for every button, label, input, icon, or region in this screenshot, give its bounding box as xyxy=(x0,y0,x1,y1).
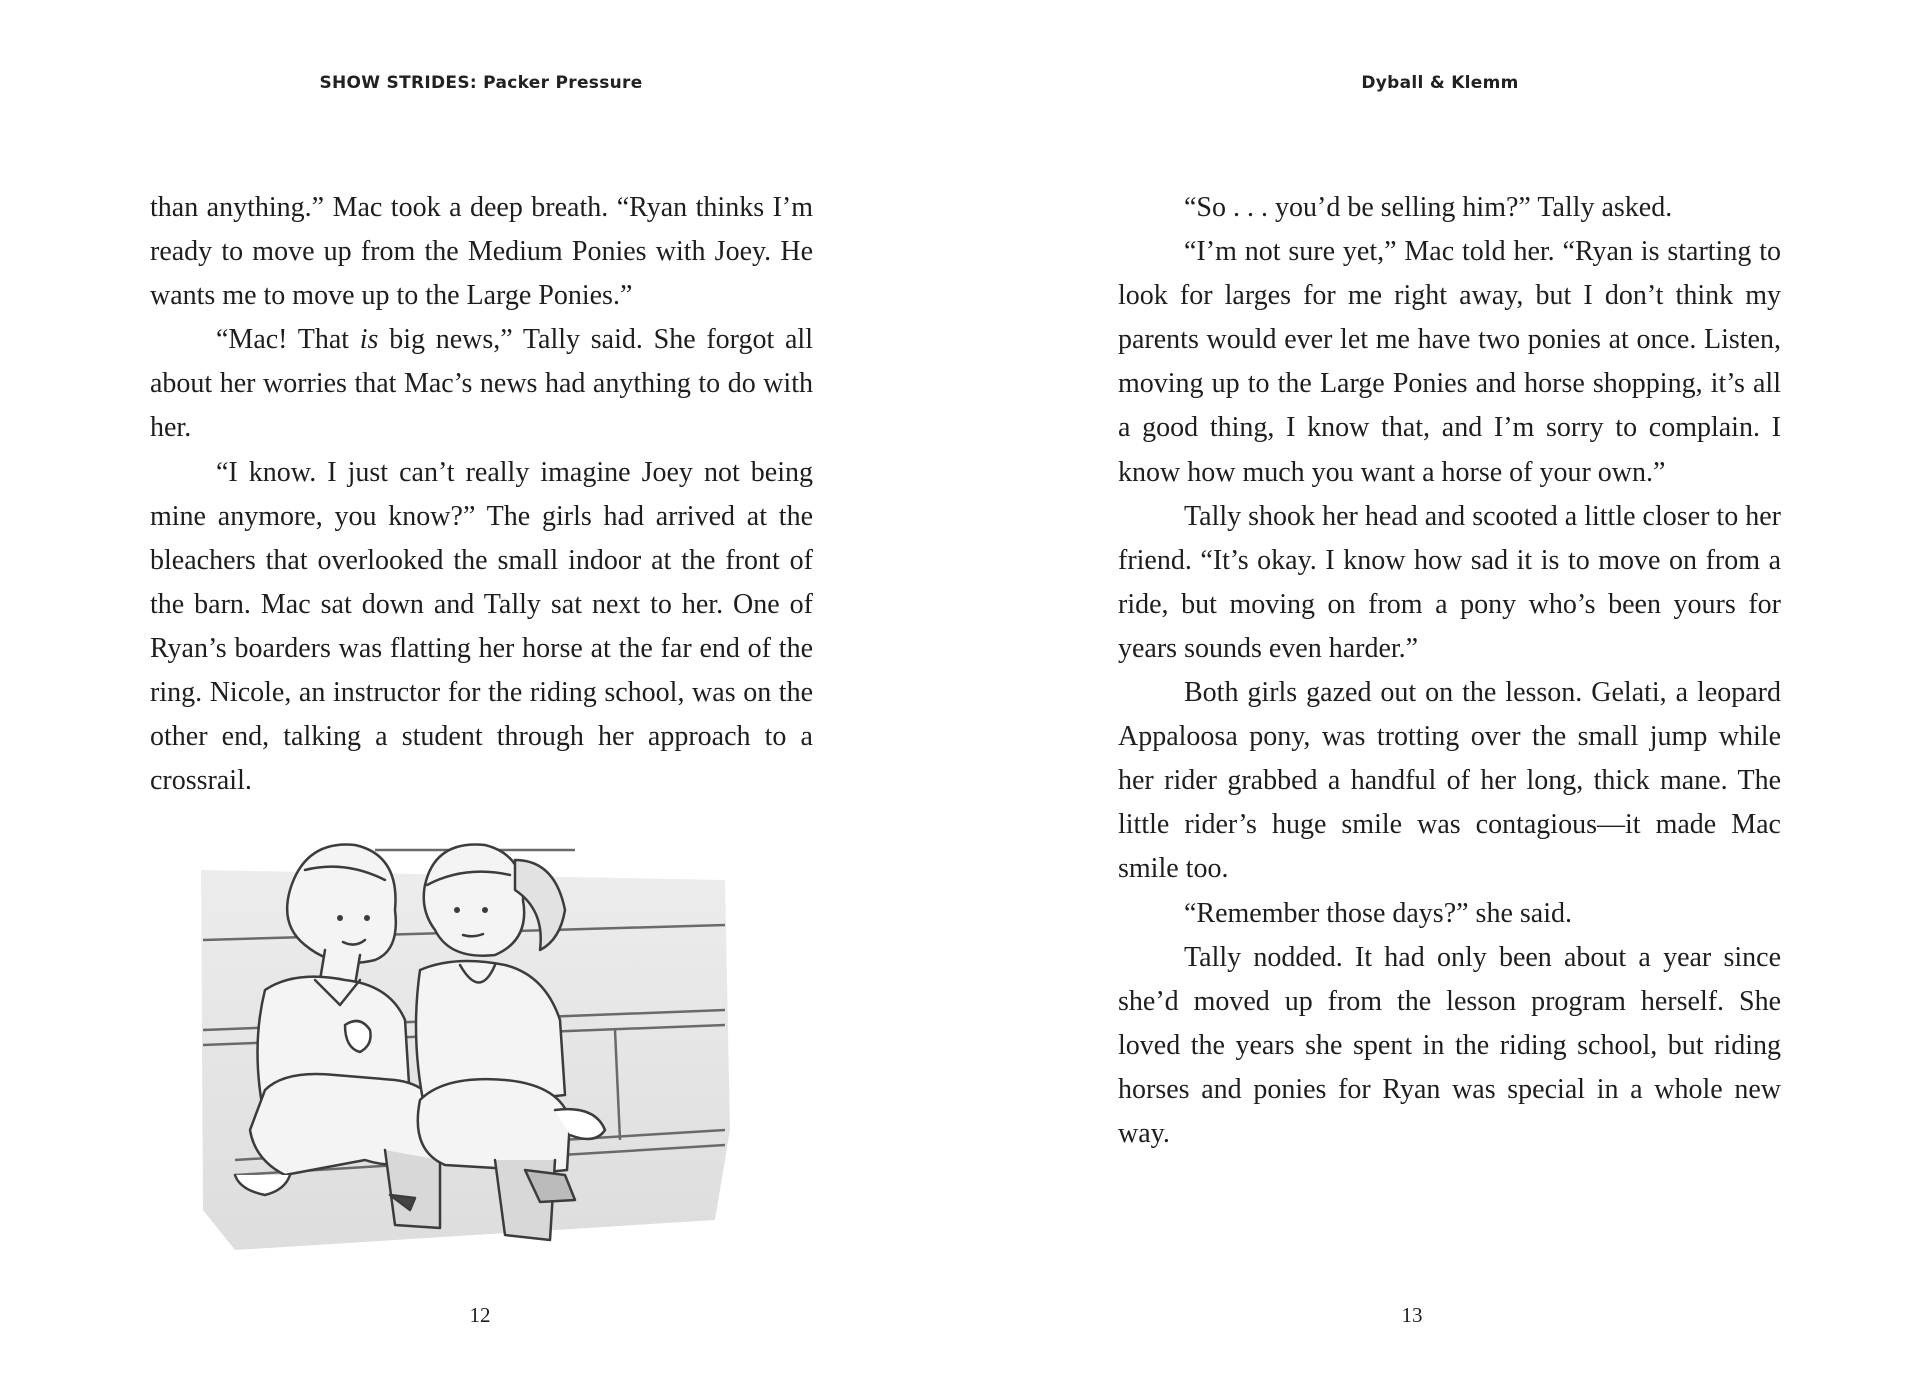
paragraph: Both girls gazed out on the lesson. Gelati, a leopard Appaloosa pony, was trotting over the small jump while her rider grabbed a handful of her long, thick mane. The little rider’s huge smile was contagious—it made Mac smile too. xyxy=(1118,677,1781,885)
paragraph: “So . . . you’d be selling him?” Tally asked. xyxy=(1184,192,1673,223)
paragraph: “Remember those days?” she said. xyxy=(1184,897,1572,929)
paragraph: Tally nodded. It had only been about a year since she’d moved up from the lesson program herself. She loved the years she spent in the riding school, but riding horses and ponies for Ryan was special in a whole new way. xyxy=(1118,941,1781,1149)
paragraph-text: big news,” Tally said. She forgot all about her worries that Mac’s news had anything to do with her. xyxy=(150,324,813,444)
running-head-right: Dyball & Klemm xyxy=(1361,73,1519,93)
left-page-text xyxy=(150,186,813,803)
page-number-left: 12 xyxy=(469,1303,491,1327)
paragraph: than anything.” Mac took a deep breath. “Ryan thinks I’m ready to move up from the Medium Ponies with Joey. He wants me to move up to the Large Ponies.” xyxy=(150,192,813,312)
paragraph: Tally shook her head and scooted a little closer to her friend. “It’s okay. I know how sad it is to move on from a ride, but moving on from a pony who’s been yours for years sounds even harder.” xyxy=(1118,500,1781,664)
paragraph: “I know. I just can’t really imagine Joey not being mine anymore, you know?” The girls had arrived at the bleachers that overlooked the small indoor at the front of the barn. Mac sat down and Tally sat next to her. One of Ryan’s boarders was flatting her horse at the far end of the ring. Nicole, an instructor for the riding school, was on the other end, talking a student through her approach to a crossrail. xyxy=(150,456,813,797)
right-page xyxy=(960,0,1919,1395)
paragraph: “I’m not sure yet,” Mac told her. “Ryan is starting to look for larges for me right away, but I don’t think my parents would ever let me have two ponies at once. Listen, moving up to the Large Ponies and horse shopping, it’s all a good thing, I know that, and I’m sorry to complain. I know how much you want a horse of your own.” xyxy=(1118,236,1781,488)
paragraph-text: “Mac! That xyxy=(216,324,360,356)
paragraph xyxy=(150,318,813,450)
running-head-left: SHOW STRIDES: Packer Pressure xyxy=(319,73,643,93)
page-number-right: 13 xyxy=(1401,1303,1423,1327)
two-girls-on-bleachers-illustration xyxy=(195,830,735,1270)
right-page-text xyxy=(1118,186,1781,1156)
left-page xyxy=(0,0,959,1395)
emphasis-text: is xyxy=(359,324,379,356)
